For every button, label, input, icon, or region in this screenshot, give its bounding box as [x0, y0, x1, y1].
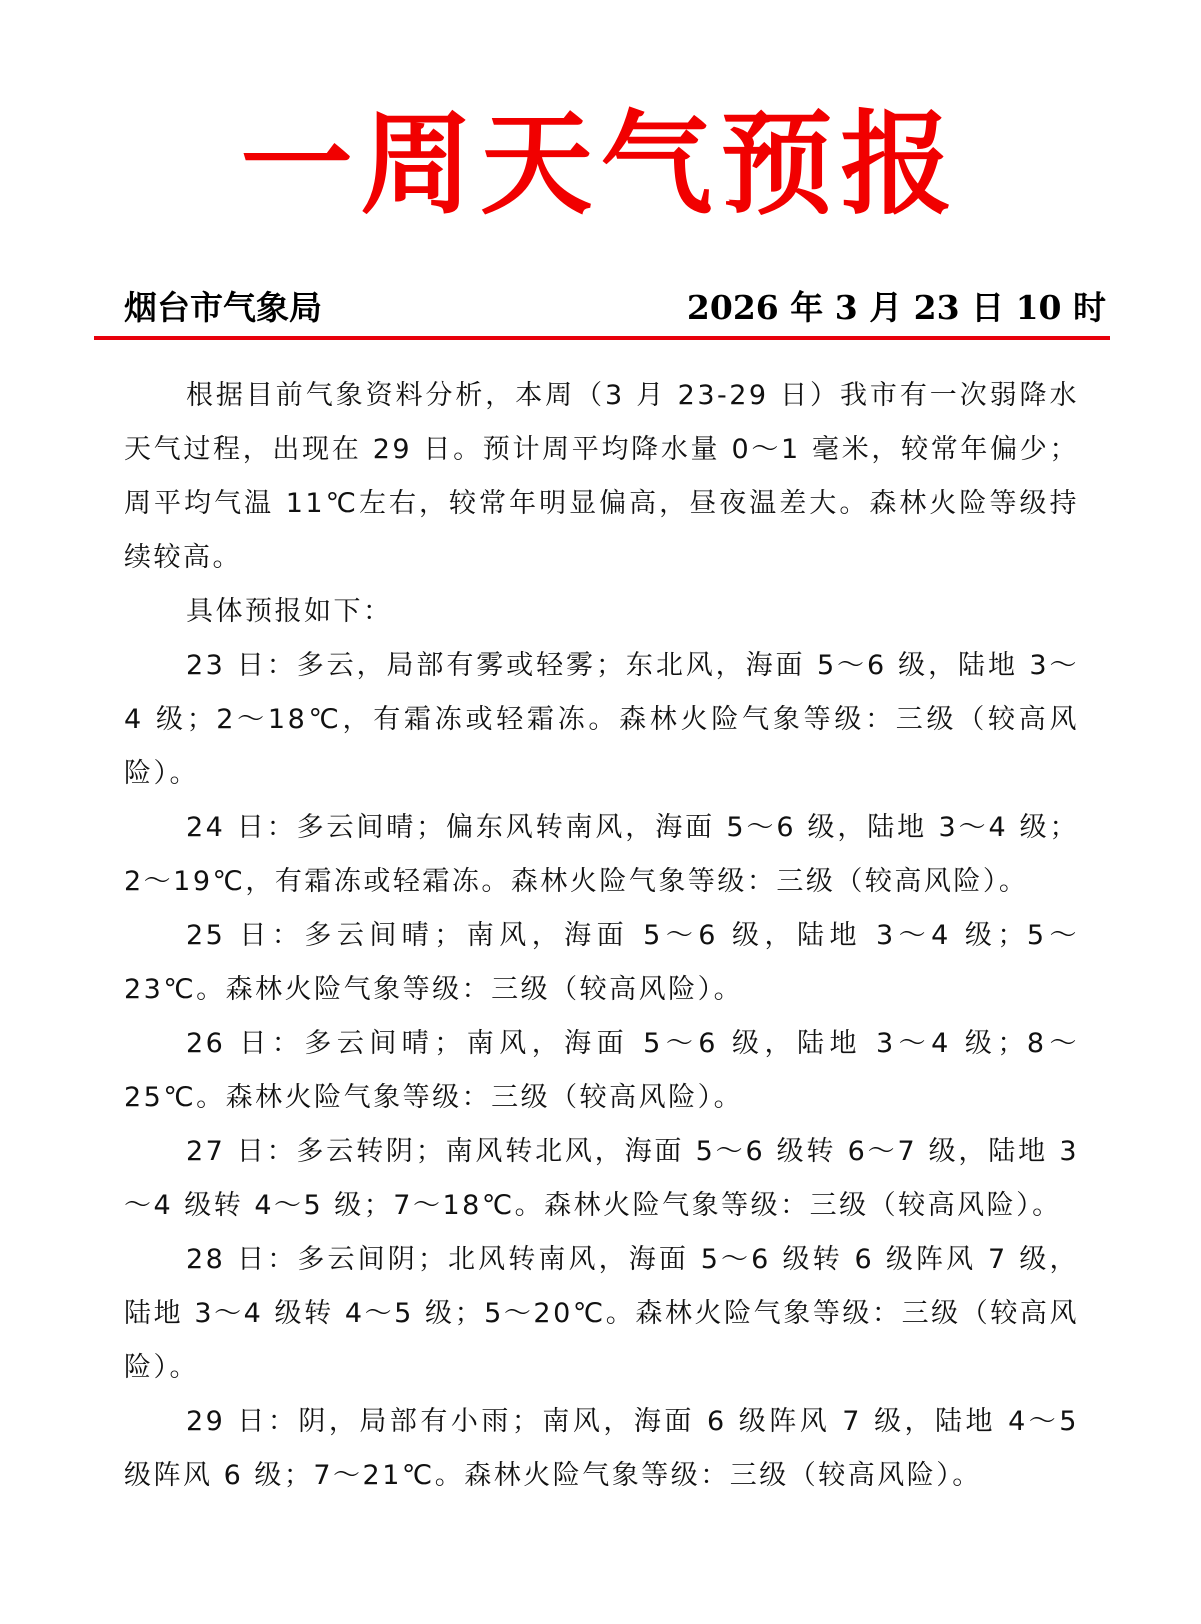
details-intro: 具体预报如下： [186, 596, 393, 627]
forecast-day-26: 26 日：多云间晴；南风，海面 5～6 级，陆地 3～4 级；8～25℃。森林火险气象等级：三级（较高风险）。 [124, 1028, 1079, 1113]
forecast-day-27: 27 日：多云转阴；南风转北风，海面 5～6 级转 6～7 级，陆地 3～4 级转 4～5 级；7～18℃。森林火险气象等级：三级（较高风险）。 [124, 1136, 1079, 1221]
forecast-day-28: 28 日：多云间阴；北风转南风，海面 5～6 级转 6 级阵风 7 级，陆地 3～4 级转 4～5 级；5～20℃。森林火险气象等级：三级（较高风险）。 [124, 1244, 1079, 1383]
forecast-day-24: 24 日：多云间晴；偏东风转南风，海面 5～6 级，陆地 3～4 级；2～19℃，有霜冻或轻霜冻。森林火险气象等级：三级（较高风险）。 [124, 812, 1079, 897]
forecast-body [124, 369, 1079, 1503]
issuer-name: 烟台市气象局 [124, 288, 322, 327]
forecast-day-23: 23 日：多云，局部有雾或轻雾；东北风，海面 5～6 级，陆地 3～4 级；2～18℃，有霜冻或轻霜冻。森林火险气象等级：三级（较高风险）。 [124, 650, 1079, 789]
issue-time: 2026 年 3 月 23 日 10 时 [686, 288, 1106, 327]
header-divider [94, 336, 1110, 340]
page-title: 一周天气预报 [240, 99, 961, 230]
summary-paragraph: 根据目前气象资料分析，本周（3 月 23-29 日）我市有一次弱降水天气过程，出现在 29 日。预计周平均降水量 0～1 毫米，较常年偏少；周平均气温 11℃左右，较常年明显偏高，昼夜温差大。森林火险等级持续较高。 [124, 380, 1079, 573]
document-header [124, 282, 1106, 334]
forecast-day-29: 29 日：阴，局部有小雨；南风，海面 6 级阵风 7 级，陆地 4～5 级阵风 6 级；7～21℃。森林火险气象等级：三级（较高风险）。 [124, 1406, 1079, 1491]
forecast-day-25: 25 日：多云间晴；南风，海面 5～6 级，陆地 3～4 级；5～23℃。森林火险气象等级：三级（较高风险）。 [124, 920, 1079, 1005]
